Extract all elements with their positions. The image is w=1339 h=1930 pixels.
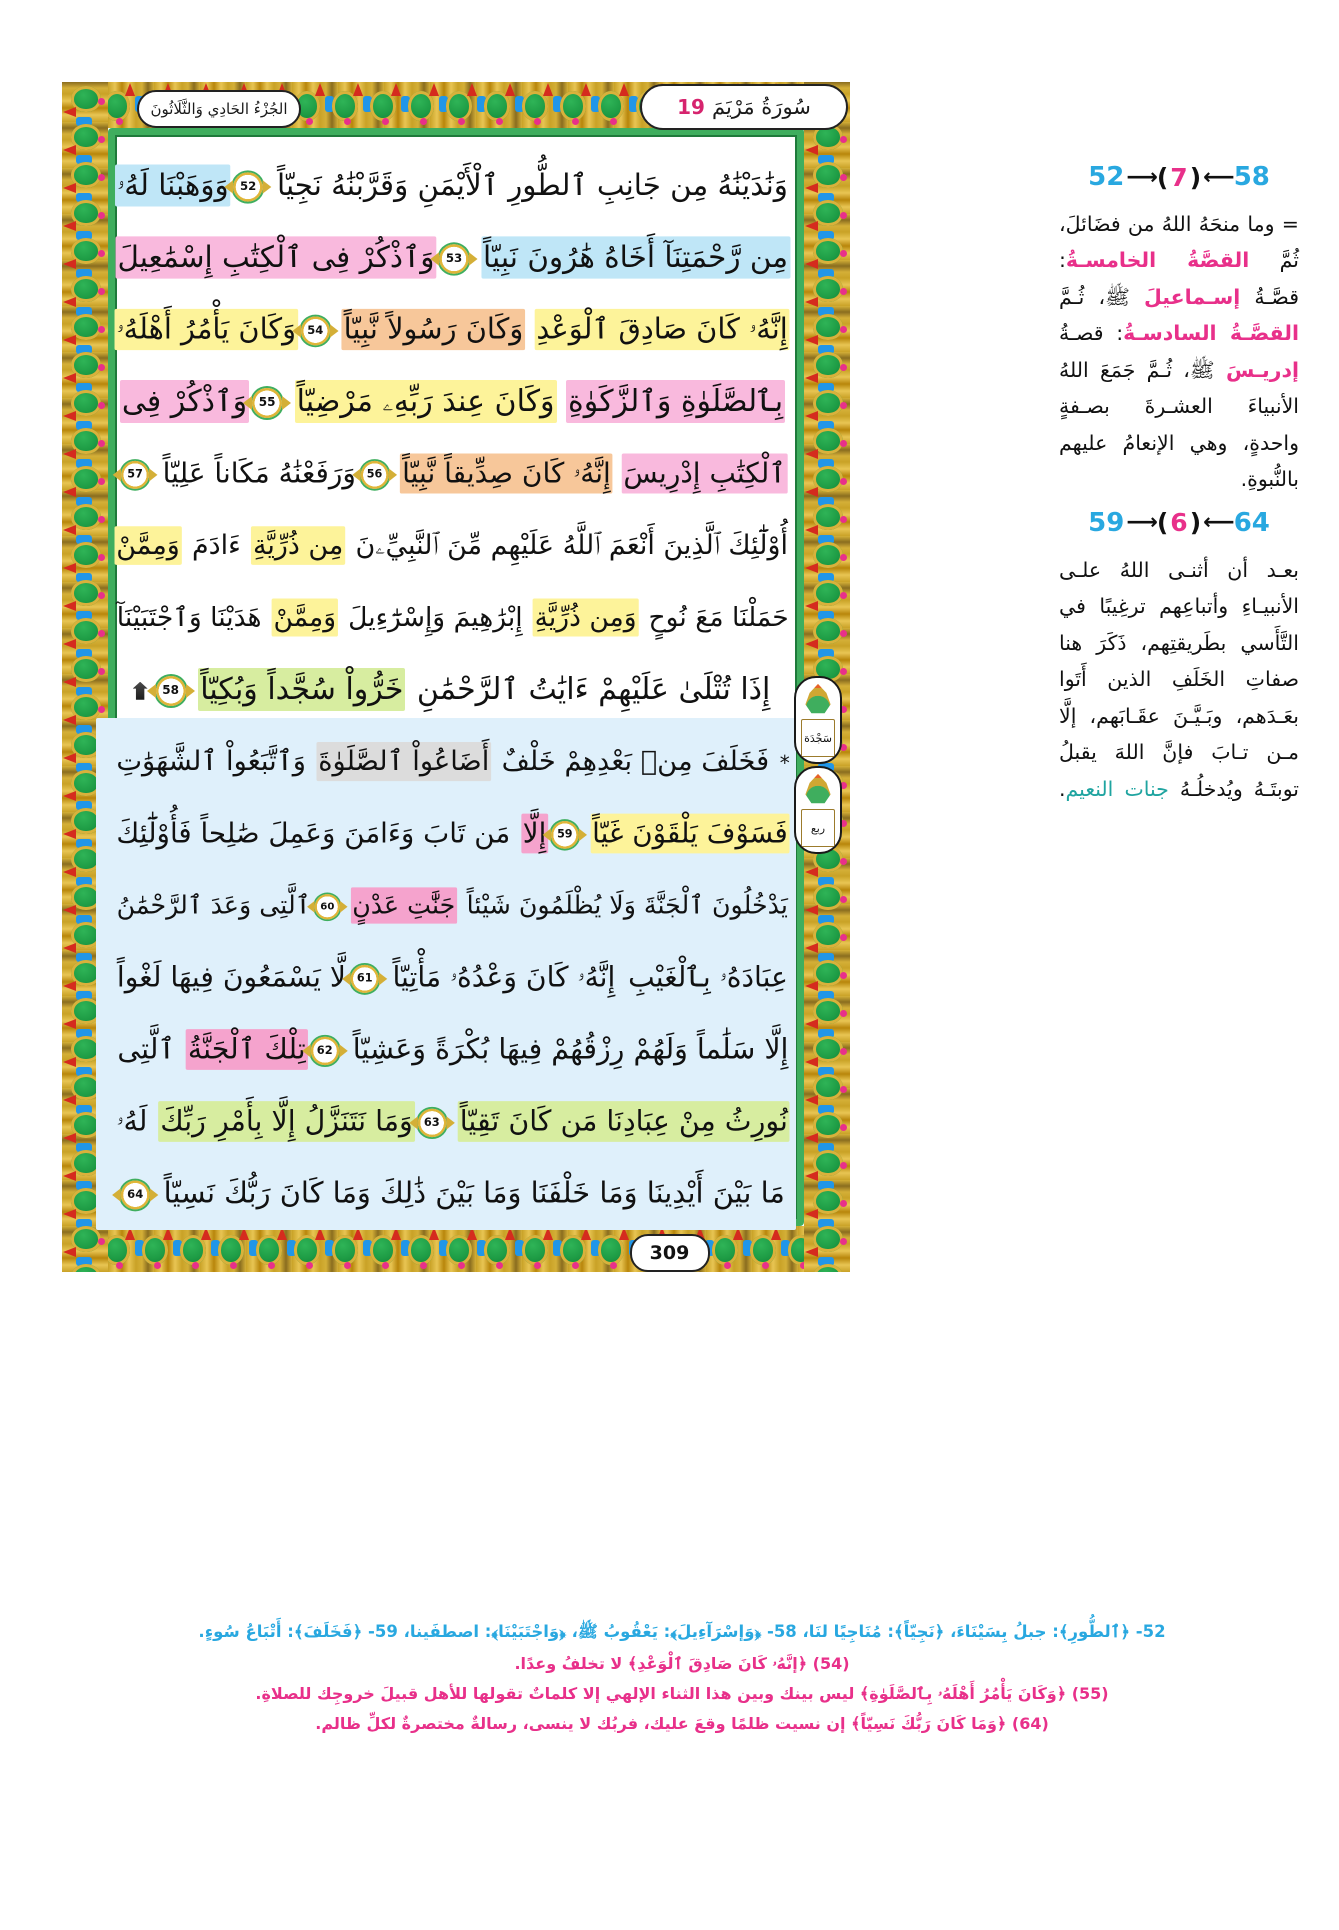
border-spike (63, 601, 76, 611)
quran-text-segment: وَنَٰدَيْنَٰهُ مِن جَانِبِ ٱلطُّورِ ٱلْأَيْمَنِ وَقَرَّبْنَٰهُ نَجِيّاً (277, 168, 788, 203)
quran-line (115, 222, 790, 294)
quran-text-segment: ٱلَّتِى (116, 1033, 175, 1067)
border-pink-dot (840, 402, 847, 409)
marker-dome-icon (803, 774, 833, 808)
border-spike (805, 259, 818, 269)
border-pink-dot (840, 1200, 847, 1207)
border-spike (805, 1133, 818, 1143)
quran-line-text (115, 1035, 790, 1065)
border-spike (63, 1133, 76, 1143)
quran-text-segment: حَمَلْنَا مَعَ نُوحٍ (648, 602, 789, 634)
quran-line (115, 798, 790, 870)
tafsir-sidebar (1059, 158, 1299, 817)
border-pink-dot (840, 440, 847, 447)
border-pink-dot (840, 288, 847, 295)
quran-line-text (115, 168, 790, 203)
border-pink-dot (98, 706, 105, 713)
border-pink-dot (230, 1262, 237, 1269)
quran-text-segment: إِنَّهُۥ كَانَ صَادِقَ ٱلْوَعْدِ (535, 309, 790, 350)
quran-text-segment: وَٱتَّبَعُواْ ٱلشَّهَوَٰتِ (116, 745, 307, 778)
tafsir-run: : قصَّـةُ (1059, 248, 1299, 309)
border-pink-dot (840, 1048, 847, 1055)
paren-close: ) (1156, 162, 1169, 192)
tafsir-paragraph (1059, 552, 1299, 807)
border-pink-dot (840, 554, 847, 561)
ayah-number-marker: 58 (156, 676, 186, 706)
border-pink-dot (840, 972, 847, 979)
tafsir-run: = وما منحَهُ اللهُ من فضَائلَ، ثُمَّ (1059, 212, 1299, 273)
paren-close: ) (1156, 508, 1169, 538)
border-spike (63, 373, 76, 383)
border-pink-dot (534, 118, 541, 125)
quran-line-text (115, 312, 790, 347)
sajda-marker (794, 676, 842, 764)
border-pink-dot (458, 1262, 465, 1269)
quran-line-text (115, 893, 790, 920)
border-pink-dot (840, 592, 847, 599)
fn-pink-54: (54) ﴿إنَّهُۥ كَانَ صَادِقَ ٱلْوَعْدِ﴾ لا تخلفُ وعدًا. (514, 1653, 850, 1673)
border-spike (63, 259, 76, 269)
border-pink-dot (420, 1262, 427, 1269)
border-spike (805, 411, 818, 421)
border-spike (63, 449, 76, 459)
border-pink-dot (840, 934, 847, 941)
border-spike (63, 183, 76, 193)
quran-line (115, 1014, 790, 1086)
ayah-number-marker: 60 (315, 894, 340, 919)
border-pink-dot (840, 174, 847, 181)
border-petal (71, 1264, 101, 1272)
quran-text-segment: وَمِمَّنْ (115, 526, 182, 565)
quran-line (115, 582, 790, 654)
quran-text-segment: إِبْرَٰهِيمَ وَإِسْرَٰٓءِيلَ (347, 602, 523, 634)
border-spike (467, 83, 477, 96)
quran-text-segment: عِبَادَهُۥ بِٱلْغَيْبِ (628, 961, 789, 995)
border-spike (805, 1057, 818, 1067)
quran-line (115, 510, 790, 582)
border-spike (805, 335, 818, 345)
quran-line (115, 366, 790, 438)
border-spike (63, 867, 76, 877)
border-spike (805, 601, 818, 611)
tafsir-run: بعـد أن أثنـى اللهُ علـى الأنبيـاءِ وأتباعِهم ترغِيبًا في التَّأَسي بطَريقتِهم، ذَكَرَ هنا صفاتِ الخَلَفِ الذين أَتَوا بعَـدَهم، وبَـيَّـنَ عقَـابَهم، إلَّا مـن تـابَ فإنَّ اللهَ يقبلُ توبتَـهُ ويُدخلُـهُ (1059, 557, 1299, 801)
border-spike (805, 867, 818, 877)
border-pink-dot (420, 118, 427, 125)
range-end-number: 58 (1233, 162, 1270, 192)
ayah-number-marker: 54 (301, 316, 330, 345)
quran-line-text (115, 819, 790, 848)
border-pink-dot (840, 250, 847, 257)
border-spike (63, 487, 76, 497)
quran-text-segment: يَدْخُلُونَ ٱلْجَنَّةَ وَلَا يُظْلَمُونَ شَيْئاً (466, 891, 789, 921)
border-spike (805, 297, 818, 307)
border-pink-dot (610, 1262, 617, 1269)
border-pink-dot (98, 402, 105, 409)
tafsir-run: القصَّـةُ السادسـةُ (1123, 321, 1299, 346)
border-spike (805, 1247, 818, 1257)
quran-line-text (115, 604, 790, 632)
quran-text-segment: وَكَانَ يَأْمُرُ أَهْلَهُۥ (115, 309, 298, 350)
surah-number: 19 (677, 95, 705, 119)
quran-text-segment: بِٱلصَّلَوٰةِ وَٱلزَّكَوٰةِ (566, 380, 785, 423)
quran-text-segment: ٱلْكِتَٰبِ إِدْرِيسَ (621, 454, 787, 494)
border-spike (805, 981, 818, 991)
border-pink-dot (534, 1262, 541, 1269)
border-pink-dot (496, 118, 503, 125)
border-pink-dot (840, 1086, 847, 1093)
border-spike (805, 1209, 818, 1219)
border-pink-dot (724, 1262, 731, 1269)
tafsir-run: إسـماعيلَ (1143, 284, 1241, 309)
border-pink-dot (98, 98, 105, 105)
quran-line (115, 942, 790, 1014)
border-pink-dot (840, 326, 847, 333)
border-spike (63, 1171, 76, 1181)
border-pink-dot (98, 174, 105, 181)
border-pink-dot (610, 118, 617, 125)
border-pink-dot (762, 1262, 769, 1269)
left-arrow-icon: ⟵ (1203, 164, 1232, 190)
quran-text-segment: إِذَا تُتْلَىٰ عَلَيْهِمْ ءَايَٰتُ ٱلرَّحْمَٰنِ (416, 672, 771, 708)
border-spike (63, 1057, 76, 1067)
border-spike (805, 183, 818, 193)
border-pink-dot (98, 592, 105, 599)
quran-line-text (118, 1176, 787, 1211)
border-pink-dot (98, 326, 105, 333)
page-number: 309 (630, 1234, 710, 1272)
border-spike (63, 1019, 76, 1029)
border-spike (125, 83, 135, 96)
quran-text-segment: وَمِمَّنْ (272, 599, 338, 637)
hizb-cartouche (137, 90, 301, 128)
border-pink-dot (268, 1262, 275, 1269)
quran-text-segment: أَضَاعُواْ ٱلصَّلَوٰةَ (317, 742, 492, 781)
border-pink-dot (98, 668, 105, 675)
quran-text-segment: مِن ذُرِّيَّةِ (252, 526, 346, 565)
border-spike (63, 791, 76, 801)
quran-text-segment: وَكَانَ رَسُولاً نَّبِيّاً (342, 309, 525, 350)
quran-line-text (115, 240, 790, 275)
range-end-number: 64 (1233, 507, 1270, 538)
quran-text-segment: وَٱذْكُرْ فِى (120, 380, 249, 423)
border-pink-dot (98, 364, 105, 371)
border-spike (805, 525, 818, 535)
border-spike (63, 145, 76, 155)
rub-marker (794, 766, 842, 854)
border-pink-dot (98, 554, 105, 561)
border-spike (315, 83, 325, 96)
border-pink-dot (840, 630, 847, 637)
quran-text-segment: جَنَّٰتِ عَدْنٍ (351, 888, 457, 924)
border-pink-dot (98, 630, 105, 637)
quran-text-segment: إِنَّهُۥ كَانَ صِدِّيقاً نَّبِيّاً (400, 454, 612, 494)
border-spike (805, 449, 818, 459)
border-spike (805, 373, 818, 383)
quran-line (115, 726, 790, 798)
verse-range-indicator (1059, 162, 1299, 192)
tafsir-run: : قصـةُ (1059, 321, 1124, 346)
border-spike (805, 221, 818, 231)
border-spike (429, 83, 439, 96)
quran-text-segment: إِنَّهُۥ كَانَ وَعْدُهُۥ مَأْتِيّاً (392, 961, 616, 995)
border-spike (63, 905, 76, 915)
sajda-icon (133, 682, 148, 700)
quran-line-text (115, 745, 791, 778)
border-spike (63, 715, 76, 725)
quran-line-text (133, 674, 773, 706)
quran-text-block (115, 150, 790, 1230)
quran-line-text (120, 386, 785, 418)
border-pink-dot (840, 1238, 847, 1245)
paren-open: ( (1189, 162, 1202, 192)
border-spike (543, 83, 553, 96)
border-pink-dot (840, 212, 847, 219)
border-pink-dot (572, 118, 579, 125)
border-pink-dot (840, 668, 847, 675)
border-pink-dot (840, 896, 847, 903)
border-spike (63, 1247, 76, 1257)
ayah-number-marker: 56 (360, 461, 388, 489)
quran-text-segment: وَمَا نَتَنَزَّلُ إِلَّا بِأَمْرِ رَبِّكَ (159, 1101, 415, 1142)
right-arrow-icon: ⟶ (1126, 510, 1155, 536)
border-pink-dot (572, 1262, 579, 1269)
quran-text-segment: وَٱذْكُرْ فِى ٱلْكِتَٰبِ إِسْمَٰعِيلَ (115, 237, 436, 279)
range-start-number: 59 (1088, 507, 1125, 538)
border-spike (63, 829, 76, 839)
quran-line (115, 1086, 790, 1158)
fn-cyan-1: 52- ﴿ٱلطُّورِ﴾: جبلُ بِسَيْنَاءَ، ﴿نَجِيّاً﴾: مُنَاجِيًا لنَا، 58- ﴿وَإسْرَآءِيلَ﴾: يَعْقُوبُ ﷺ، ﴿وَاجْتَبَيْنَا﴾: اصطفَينا، 59- ﴿فَخَلَفَ﴾: أَتْبَاعُ سُوءٍ. (198, 1622, 1166, 1641)
ayah-number-marker: 59 (551, 821, 579, 849)
border-spike (805, 487, 818, 497)
border-pink-dot (306, 118, 313, 125)
ayah-number-marker: 52 (234, 172, 263, 201)
tafsir-run: القصَّةُ الخامسـةُ (1065, 248, 1250, 273)
ruku-star-icon: * (780, 753, 791, 776)
quran-line (115, 654, 790, 726)
border-spike (353, 83, 363, 96)
quran-line (115, 870, 790, 942)
border-pink-dot (840, 858, 847, 865)
quran-line-text (115, 1107, 790, 1137)
fn-pink-55: (55) ﴿وَكَانَ يَأْمُرُ أَهْلَهُۥ بِٱلصَّلَوٰةِ﴾ ليس بينك وبين هذا الثناء الإلهي إلا كلماتٌ تقولها للأهل قبيلَ خروجِك للصلاةِ. (255, 1683, 1109, 1703)
border-spike (63, 525, 76, 535)
border-spike (391, 83, 401, 96)
border-pink-dot (382, 118, 389, 125)
paren-open: ( (1189, 508, 1202, 538)
quran-text-segment: أُوْلَٰٓئِكَ ٱلَّذِينَ أَنْعَمَ ٱللَّهُ عَلَيْهِم مِّنَ ٱلنَّبِيِّۦنَ (355, 530, 789, 562)
quran-text-segment: إِلَّا (521, 814, 548, 854)
border-pink-dot (382, 1262, 389, 1269)
marker-label: ربع (801, 809, 835, 847)
quran-text-segment: مَن تَابَ وَءَامَنَ وَعَمِلَ صَٰلِحاً فَأُوْلَٰٓئِكَ (116, 817, 511, 850)
border-pink-dot (98, 212, 105, 219)
quran-line (115, 150, 790, 222)
border-spike (805, 1019, 818, 1029)
ayah-number-marker: 61 (351, 965, 379, 993)
border-pink-dot (98, 136, 105, 143)
marker-dome-icon (803, 684, 833, 718)
border-petal (813, 1264, 843, 1272)
surah-title: سُورَةُ مَرْيَمَ (711, 95, 811, 119)
tafsir-run: ﷺ، ثُـمَّ (1059, 284, 1144, 309)
border-pink-dot (840, 1010, 847, 1017)
left-arrow-icon: ⟵ (1203, 510, 1232, 536)
surah-title-cartouche (640, 84, 848, 130)
quran-text-segment: وَكَانَ عِندَ رَبِّهِۦ مَرْضِيّاً (295, 380, 557, 423)
quran-text-segment: مِن رَّحْمَتِنَآ أَخَاهُ هَٰرُونَ نَبِيّاً (481, 237, 790, 279)
tafsir-run: إدريـسَ (1225, 357, 1299, 382)
border-spike (805, 943, 818, 953)
ayah-number-marker: 57 (121, 461, 149, 489)
border-spike (63, 753, 76, 763)
border-pink-dot (98, 1238, 105, 1245)
border-pink-dot (840, 1162, 847, 1169)
border-pink-dot (840, 516, 847, 523)
tafsir-run: ﷺ، ثُـمَّ جَمَعَ اللهُ الأنبياءَ العشـرةَ بصـفةٍ واحدةٍ، وهي الإنعامُ عليهم بالنُّبوةِ. (1059, 357, 1299, 492)
quran-text-segment: مَا بَيْنَ أَيْدِينَا وَمَا خَلْفَنَا وَمَا بَيْنَ ذَٰلِكَ وَمَا كَانَ رَبُّكَ نَسِيّاً (163, 1176, 786, 1211)
quran-text-segment: فَخَلَفَ مِنۢ بَعْدِهِمْ خَلْفٌ (502, 745, 770, 778)
verse-group-count: 7 (1170, 162, 1188, 192)
footnotes-area (55, 1620, 1309, 1740)
border-spike (63, 1095, 76, 1105)
border-pink-dot (344, 1262, 351, 1269)
verse-group-count: 6 (1170, 508, 1188, 538)
quran-line-text (118, 457, 787, 491)
border-spike (581, 83, 591, 96)
quran-text-segment: فَسَوْفَ يَلْقَوْنَ غَيّاً (591, 814, 790, 854)
quran-text-segment: إِلَّا سَلَٰماً وَلَهُمْ رِزْقُهُمْ فِيهَا بُكْرَةً وَعَشِيّاً (352, 1033, 789, 1067)
quran-text-segment: ٱلَّتِى وَعَدَ ٱلرَّحْمَٰنُ (116, 891, 311, 921)
ayah-number-marker: 63 (418, 1108, 446, 1136)
border-spike (63, 411, 76, 421)
border-pink-dot (116, 1262, 123, 1269)
border-spike (63, 563, 76, 573)
border-spike (805, 1095, 818, 1105)
border-spike (63, 639, 76, 649)
right-arrow-icon: ⟶ (1126, 164, 1155, 190)
border-spike (805, 563, 818, 573)
border-spike (505, 83, 515, 96)
tafsir-run: . (1059, 776, 1066, 801)
range-start-number: 52 (1088, 162, 1125, 192)
border-spike (63, 981, 76, 991)
quran-line-text (115, 532, 790, 560)
quran-text-segment: لَّا يَسْمَعُونَ فِيهَا لَغْواً (116, 961, 347, 995)
border-spike (63, 677, 76, 687)
border-spike (63, 1209, 76, 1219)
quran-text-segment: نُورِثُ مِنْ عِبَادِنَا مَن كَانَ تَقِيّاً (458, 1101, 790, 1142)
border-pink-dot (154, 1262, 161, 1269)
border-spike (805, 1171, 818, 1181)
border-pink-dot (496, 1262, 503, 1269)
border-pink-dot (192, 1262, 199, 1269)
quran-text-segment: ءَادَمَ (192, 530, 242, 562)
quran-text-segment: هَدَيْنَا وَٱجْتَبَيْنَآ (116, 602, 262, 634)
tafsir-run: جنات النعيم (1065, 776, 1169, 801)
ayah-number-marker: 53 (439, 244, 468, 273)
border-spike (63, 107, 76, 117)
margin-markers (796, 676, 842, 856)
border-pink-dot (458, 118, 465, 125)
ayah-number-marker: 64 (121, 1180, 150, 1209)
ayah-number-marker: 62 (310, 1036, 338, 1064)
quran-line (115, 294, 790, 366)
ayah-number-marker: 55 (252, 388, 282, 418)
border-pink-dot (98, 478, 105, 485)
fn-pink-64: (64) ﴿وَمَا كَانَ رَبُّكَ نَسِيّاً﴾ إن نسيت ظلمًا وقعَ عليك، فربُك لا ينسى، رسالةٌ مختصرةٌ لكلِّ ظالم. (315, 1713, 1049, 1733)
border-pink-dot (344, 118, 351, 125)
border-pink-dot (840, 1124, 847, 1131)
border-bottom (62, 1226, 850, 1272)
quran-text-segment: لَهُۥ (116, 1105, 148, 1139)
verse-range-indicator (1059, 508, 1299, 538)
quran-text-segment: وَرَفَعْنَٰهُ مَكَاناً عَلِيّاً (162, 457, 356, 491)
border-spike (63, 297, 76, 307)
border-pink-dot (116, 118, 123, 125)
quran-line-text (115, 963, 790, 993)
border-spike (805, 905, 818, 915)
border-pink-dot (840, 364, 847, 371)
quran-text-segment: وَمِن ذُرِّيَّةِ (533, 599, 638, 637)
border-pink-dot (840, 478, 847, 485)
border-pink-dot (306, 1262, 313, 1269)
border-spike (805, 639, 818, 649)
quran-text-segment: خَرُّواْ سُجَّداً وَبُكِيّاً (198, 668, 405, 711)
border-pink-dot (98, 516, 105, 523)
tafsir-paragraph (1059, 206, 1299, 498)
border-spike (805, 145, 818, 155)
border-spike (63, 943, 76, 953)
quran-line (115, 438, 790, 510)
quran-text-segment: تِلْكَ ٱلْجَنَّةُ (186, 1029, 308, 1070)
border-spike (619, 83, 629, 96)
border-pink-dot (98, 288, 105, 295)
marker-label: سَجْدَة (801, 719, 835, 757)
hizb-label: الجُزْءُ الحَادِي وَالثَّلَاثُونَ (150, 100, 288, 118)
border-pink-dot (98, 250, 105, 257)
border-pink-dot (98, 440, 105, 447)
border-spike (63, 221, 76, 231)
quran-text-segment: وَوَهَبْنَا لَهُۥ (115, 165, 231, 207)
border-spike (63, 335, 76, 345)
quran-line (115, 1158, 790, 1230)
border-pink-dot (840, 136, 847, 143)
